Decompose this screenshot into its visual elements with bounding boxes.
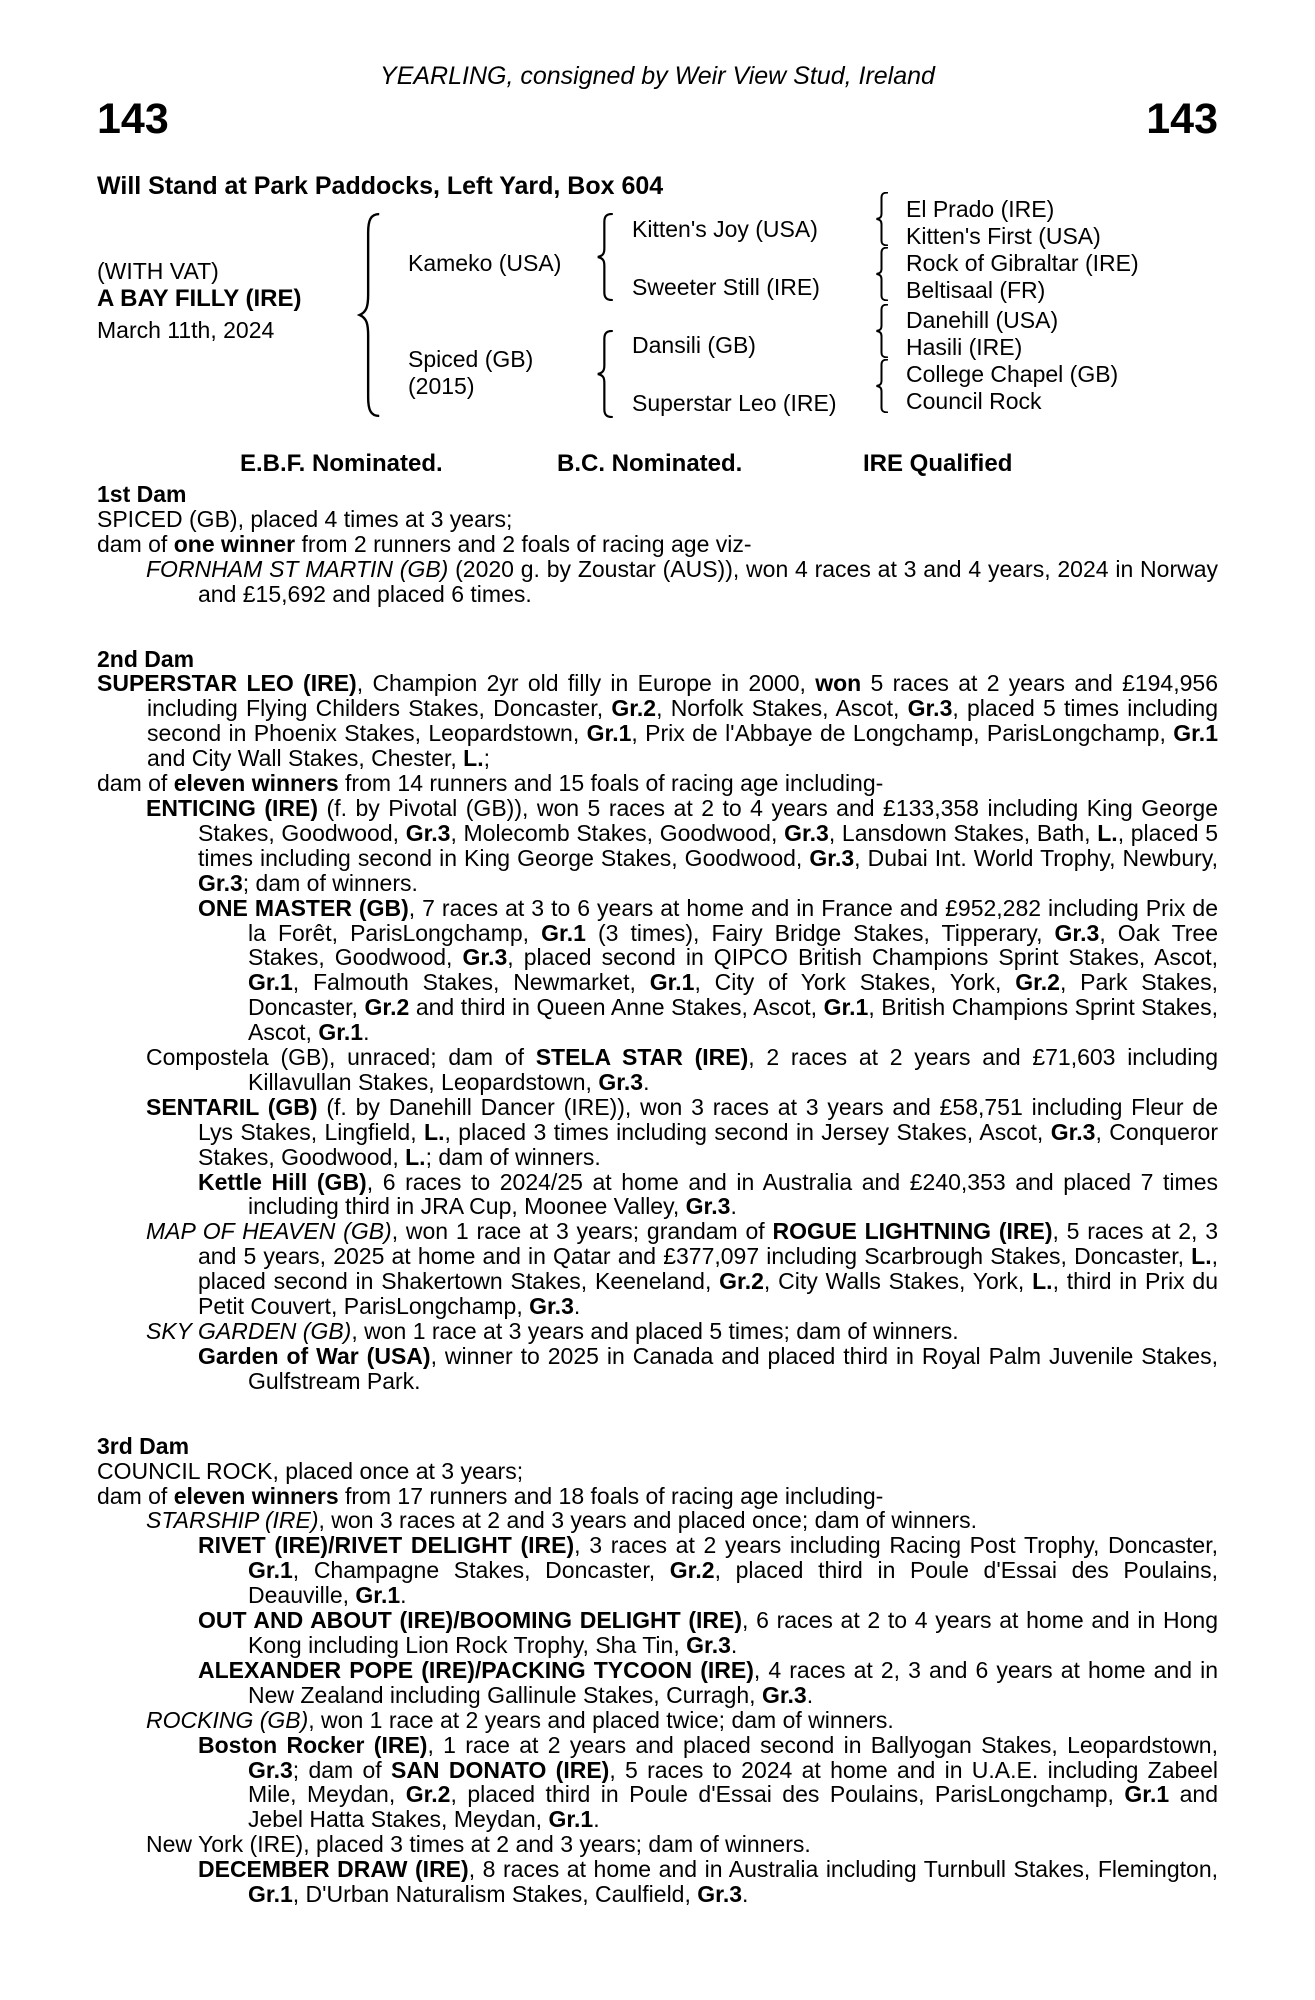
pedigree-paragraph: RIVET (IRE)/RIVET DELIGHT (IRE), 3 races at 2 years including Racing Post Trophy, Doncaster, Gr.1, Champagne Stakes, Doncaster, Gr.2, placed third in Poule d'Essai des Poulains, Deauville, Gr.1. [198, 1532, 1219, 1609]
pedigree-paragraph: SENTARIL (GB) (f. by Danehill Dancer (IRE)), won 3 races at 3 years and £58,751 including Fleur de Lys Stakes, Lingfield, L., placed 3 times including second in Jersey Stakes, Ascot, Gr.3, Conqueror Stakes, Goodwood, L.; dam of winners. [146, 1093, 1218, 1170]
grandsire-name: Kitten's Joy (USA) [632, 216, 818, 242]
dam-section-heading: 3rd Dam [97, 1432, 190, 1459]
great-grandparent: Hasili (IRE) [906, 334, 1023, 360]
pedigree-brace [592, 213, 618, 301]
great-grandparent: Danehill (USA) [906, 307, 1059, 333]
pedigree-paragraph: SPICED (GB), placed 4 times at 3 years; [97, 505, 513, 532]
horse-name: A BAY FILLY (IRE) [97, 285, 302, 312]
dam-name: Spiced (GB) [408, 346, 534, 372]
granddam-name: Sweeter Still (IRE) [632, 274, 820, 300]
pedigree-paragraph: SKY GARDEN (GB), won 1 race at 3 years and placed 5 times; dam of winners. [146, 1318, 959, 1344]
pedigree-paragraph: ONE MASTER (GB), 7 races at 3 to 6 years at home and in France and £952,282 including Prix de la Forêt, ParisLongchamp, Gr.1 (3 times), Fairy Bridge Stakes, Tipperary, Gr.3, Oak Tree Stakes, Goodwood, Gr.3, placed second in QIPCO British Champions Sprint Stakes, Ascot, Gr.1, Falmouth Stakes, Newmarket, Gr.1, City of York Stakes, York, Gr.2, Park Stakes, Doncaster, Gr.2 and third in Queen Anne Stakes, Ascot, Gr.1, British Champions Sprint Stakes, Ascot, Gr.1. [198, 894, 1219, 1046]
with-vat-note: (WITH VAT) [97, 258, 219, 284]
great-grandparent: Council Rock [906, 388, 1042, 414]
sire-name: Kameko (USA) [408, 250, 562, 276]
ire-qualified: IRE Qualified [863, 450, 1013, 477]
dam-section [97, 482, 1218, 607]
pedigree-brace [872, 304, 892, 358]
pedigree-paragraph: STARSHIP (IRE), won 3 races at 2 and 3 years and placed once; dam of winners. [146, 1507, 977, 1534]
great-grandparent: El Prado (IRE) [906, 196, 1055, 222]
great-grandparent: Beltisaal (FR) [906, 277, 1046, 303]
pedigree-paragraph: dam of one winner from 2 runners and 2 foals of racing age viz- [97, 530, 752, 557]
pedigree-paragraph: OUT AND ABOUT (IRE)/BOOMING DELIGHT (IRE), 6 races at 2 to 4 years at home and in Hong Kong including Lion Rock Trophy, Sha Tin, Gr.3. [198, 1607, 1218, 1658]
grandsire-name: Dansili (GB) [632, 332, 756, 358]
pedigree-paragraph: dam of eleven winners from 17 runners and 18 foals of racing age including- [97, 1482, 884, 1509]
pedigree-paragraph: Compostela (GB), unraced; dam of STELA STAR (IRE), 2 races at 2 years and £71,603 including Killavullan Stakes, Leopardstown, Gr.3. [146, 1044, 1218, 1095]
catalogue-body [97, 482, 1218, 1907]
dam-section-heading: 2nd Dam [97, 645, 195, 672]
pedigree-paragraph: dam of eleven winners from 14 runners and 15 foals of racing age including- [97, 770, 884, 797]
pedigree-paragraph: ROCKING (GB), won 1 race at 2 years and placed twice; dam of winners. [146, 1706, 894, 1733]
pedigree-brace [872, 247, 892, 301]
pedigree-brace [352, 212, 386, 418]
pedigree-paragraph: New York (IRE), placed 3 times at 2 and 3 years; dam of winners. [146, 1831, 811, 1858]
pedigree-paragraph: ALEXANDER POPE (IRE)/PACKING TYCOON (IRE), 4 races at 2, 3 and 6 years at home and in New Zealand including Gallinule Stakes, Curragh, Gr.3. [198, 1656, 1218, 1708]
dam-section [97, 647, 1218, 1394]
granddam-name: Superstar Leo (IRE) [632, 390, 837, 416]
pedigree-paragraph: Garden of War (USA), winner to 2025 in Canada and placed third in Royal Palm Juvenile Stakes, Gulfstream Park. [198, 1342, 1218, 1394]
consignor-line: YEARLING, consigned by Weir View Stud, Ireland [380, 62, 935, 90]
pedigree-brace [592, 330, 618, 418]
pedigree-paragraph: Kettle Hill (GB), 6 races to 2024/25 at home and in Australia and £240,353 and placed 7 times including third in JRA Cup, Moonee Valley, Gr.3. [198, 1168, 1218, 1220]
stand-location: Will Stand at Park Paddocks, Left Yard, Box 604 [97, 172, 664, 200]
pedigree-paragraph: DECEMBER DRAW (IRE), 8 races at home and in Australia including Turnbull Stakes, Flemington, Gr.1, D'Urban Naturalism Stakes, Caulfield, Gr.3. [198, 1856, 1218, 1908]
pedigree-paragraph: SUPERSTAR LEO (IRE), Champion 2yr old filly in Europe in 2000, won 5 races at 2 years and £194,956 including Flying Childers Stakes, Doncaster, Gr.2, Norfolk Stakes, Ascot, Gr.3, placed 5 times including second in Phoenix Stakes, Leopardstown, Gr.1, Prix de l'Abbaye de Longchamp, ParisLongchamp, Gr.1 and City Wall Stakes, Chester, L.; [97, 670, 1218, 772]
great-grandparent: Kitten's First (USA) [906, 223, 1101, 249]
dam-section [97, 1434, 1218, 1907]
ebf-nomination: E.B.F. Nominated. [240, 450, 443, 477]
pedigree-paragraph: ENTICING (IRE) (f. by Pivotal (GB)), won 5 races at 2 to 4 years and £133,358 including King George Stakes, Goodwood, Gr.3, Molecomb Stakes, Goodwood, Gr.3, Lansdown Stakes, Bath, L., placed 5 times including second in King George Stakes, Goodwood, Gr.3, Dubai Int. World Trophy, Newbury, Gr.3; dam of winners. [146, 794, 1219, 896]
lot-number-left: 143 [97, 95, 169, 143]
bc-nomination: B.C. Nominated. [557, 450, 743, 477]
pedigree-paragraph: MAP OF HEAVEN (GB), won 1 race at 3 years; grandam of ROGUE LIGHTNING (IRE), 5 races at 2, 3 and 5 years, 2025 at home and in Qatar and £377,097 including Scarbrough Stakes, Doncaster, L., placed second in Shakertown Stakes, Keeneland, Gr.2, City Walls Stakes, York, L., third in Prix du Petit Couvert, ParisLongchamp, Gr.3. [146, 1218, 1219, 1320]
pedigree-paragraph: Boston Rocker (IRE), 1 race at 2 years and placed second in Ballyogan Stakes, Leopardstown, Gr.3; dam of SAN DONATO (IRE), 5 races to 2024 at home and in U.A.E. including Zabeel Mile, Meydan, Gr.2, placed third in Poule d'Essai des Poulains, ParisLongchamp, Gr.1 and Jebel Hatta Stakes, Meydan, Gr.1. [198, 1731, 1218, 1833]
pedigree-brace [872, 359, 892, 413]
lot-number-right: 143 [1146, 95, 1218, 143]
great-grandparent: College Chapel (GB) [906, 361, 1119, 387]
dam-section-heading: 1st Dam [97, 481, 187, 507]
pedigree-paragraph: COUNCIL ROCK, placed once at 3 years; [97, 1457, 524, 1484]
pedigree-brace [872, 192, 892, 246]
great-grandparent: Rock of Gibraltar (IRE) [906, 250, 1139, 276]
dam-year: (2015) [408, 373, 475, 399]
pedigree-paragraph: FORNHAM ST MARTIN (GB) (2020 g. by Zoustar (AUS)), won 4 races at 3 and 4 years, 2024 in Norway and £15,692 and placed 6 times. [146, 555, 1219, 607]
foaling-date: March 11th, 2024 [97, 317, 275, 343]
